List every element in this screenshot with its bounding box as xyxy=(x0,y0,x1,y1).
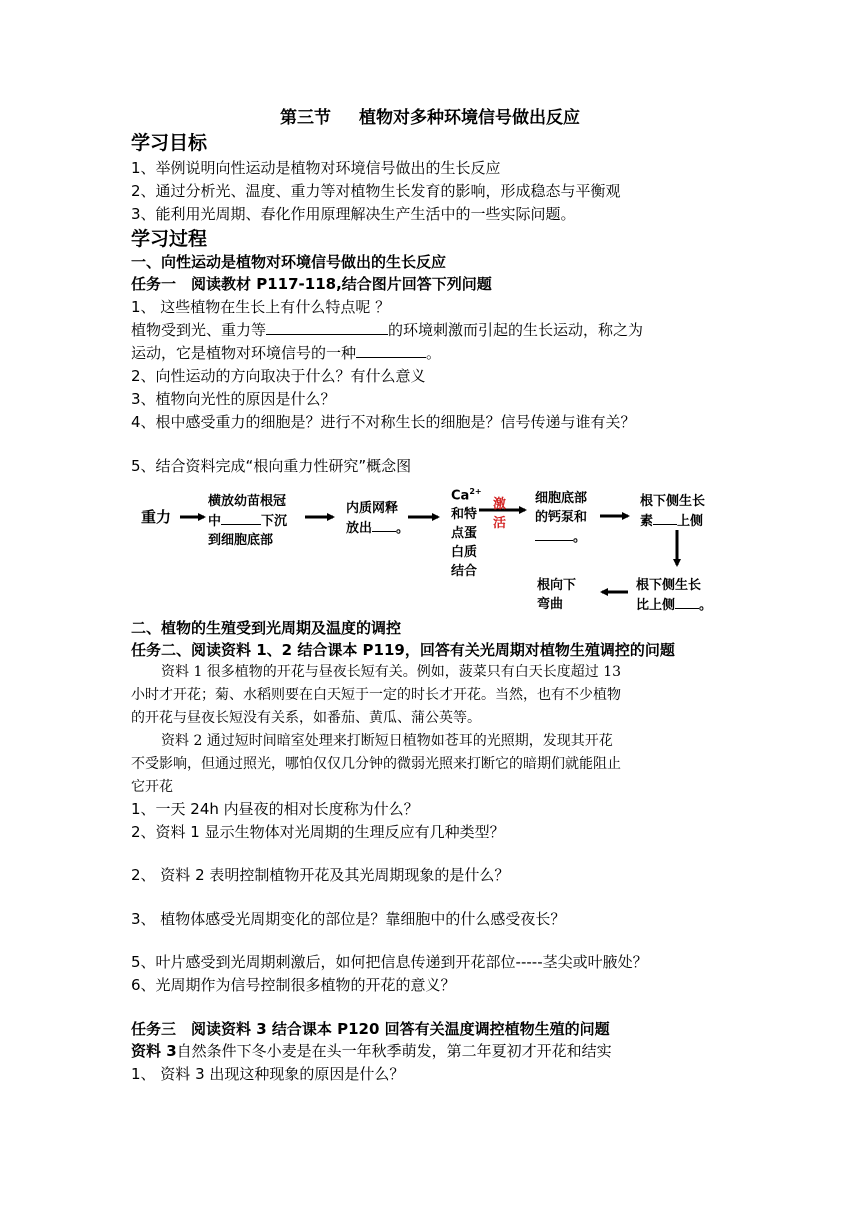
section2-heading: 二、植物的生殖受到光周期及温度的调控 xyxy=(131,619,402,637)
node-text: 的钙泵和 xyxy=(535,510,588,525)
node-text: 根向下 xyxy=(537,578,577,593)
question: 2、 资料 2 表明控制植物开花及其光周期现象的是什么？ xyxy=(131,866,510,884)
goal-item: 2、通过分析光、温度、重力等对植物生长发育的影响，形成稳态与平衡观 xyxy=(131,182,621,200)
answer-blank[interactable] xyxy=(653,511,677,525)
question: 1、一天 24h 内昼夜的相对长度称为什么？ xyxy=(131,800,419,818)
fill-text: 。 xyxy=(426,344,442,362)
node-er xyxy=(346,499,409,538)
section1-heading: 一、向性运动是植物对环境信号做出的生长反应 xyxy=(131,253,447,271)
section-title: 植物对多种环境信号做出反应 xyxy=(359,108,580,128)
fill-text: 运动，它是植物对环境信号的一种 xyxy=(131,344,357,362)
goals-heading: 学习目标 xyxy=(131,132,208,154)
material-line xyxy=(131,1040,612,1062)
node-text: 中 xyxy=(208,514,222,529)
node-calcium-pump xyxy=(535,489,587,547)
answer-blank[interactable] xyxy=(535,527,573,541)
question: 5、叶片感受到光周期刺激后，如何把信息传递到开花部位-----茎尖或叶腋处？ xyxy=(131,953,648,971)
node-text: 上侧 xyxy=(677,514,704,529)
node-text: 激 xyxy=(493,497,507,512)
node-statolith xyxy=(208,492,287,550)
node-text: 比上侧 xyxy=(636,598,676,613)
node-text: 根下侧生长 xyxy=(636,578,702,593)
material-line: 不受影响，但通过照光，哪怕仅仅几分钟的微弱光照来打断它的暗期们就能阻止 xyxy=(131,756,621,772)
answer-blank[interactable] xyxy=(221,511,261,525)
answer-blank[interactable] xyxy=(675,595,699,609)
fill-text: 的环境刺激而引起的生长运动，称之为 xyxy=(388,321,644,339)
question: 6、光周期作为信号控制很多植物的开花的意义？ xyxy=(131,976,456,994)
node-calcium xyxy=(451,482,482,581)
fill-text: 植物受到光、重力等 xyxy=(131,321,267,339)
node-text: 弯曲 xyxy=(537,597,564,612)
node-auxin-level xyxy=(640,492,705,531)
material-line: 小时才开花；菊、水稻则要在白天短于一定的时长才开花。当然，也有不少植物 xyxy=(131,687,621,703)
question: 1、 资料 3 出现这种现象的原因是什么？ xyxy=(131,1065,405,1083)
node-text: 横放幼苗根冠 xyxy=(208,494,287,509)
label-activate xyxy=(493,495,506,533)
node-text: 活 xyxy=(493,516,507,531)
node-text: 。 xyxy=(699,598,713,613)
material-line: 资料 1 很多植物的开花与昼夜长短有关。例如，菠菜只有白天长度超过 13 xyxy=(161,664,622,680)
process-heading: 学习过程 xyxy=(131,228,208,250)
node-text: 白质 xyxy=(451,545,478,561)
node-text: 细胞底部 xyxy=(535,491,588,506)
question: 4、根中感受重力的细胞是？进行不对称生长的细胞是？信号传递与谁有关？ xyxy=(131,413,636,431)
goal-item: 1、举例说明向性运动是植物对环境信号做出的生长反应 xyxy=(131,159,501,177)
node-text: 结合 xyxy=(451,564,478,580)
question: 2、资料 1 显示生物体对光周期的生理反应有几种类型？ xyxy=(131,823,505,841)
task1-heading: 任务一 阅读教材 P117-118,结合图片回答下列问题 xyxy=(131,275,492,293)
goal-item: 3、能利用光周期、春化作用原理解决生产生活中的一些实际问题。 xyxy=(131,205,576,223)
node-text: 和特 xyxy=(451,507,478,523)
question: 1、 这些植物在生长上有什么特点呢 ？ xyxy=(131,298,391,316)
question: 2、向性运动的方向取决于什么？有什么意义 xyxy=(131,367,426,385)
answer-blank[interactable] xyxy=(372,518,396,532)
material-label: 资料 3 xyxy=(131,1042,177,1060)
question: 3、植物向光性的原因是什么？ xyxy=(131,390,336,408)
node-text: 2+ xyxy=(469,487,482,496)
material-line: 的开花与昼夜长短没有关系，如番茄、黄瓜、蒲公英等。 xyxy=(131,710,481,726)
node-text: 到细胞底部 xyxy=(208,533,274,548)
material-line: 资料 2 通过短时间暗室处理来打断短日植物如苍耳的光照期，发现其开花 xyxy=(161,733,613,749)
node-growth-rate xyxy=(636,576,712,615)
node-root-bend xyxy=(537,576,576,614)
question: 5、结合资料完成“根向重力性研究”概念图 xyxy=(131,457,412,475)
node-text: 。 xyxy=(396,521,410,536)
section-number: 第三节 xyxy=(280,108,331,128)
node-text: 。 xyxy=(573,530,587,545)
node-text: 内质网释 xyxy=(346,501,399,516)
node-text: 下沉 xyxy=(261,514,288,529)
material-line: 它开花 xyxy=(131,779,173,795)
material-text: 自然条件下冬小麦是在头一年秋季萌发，第二年夏初才开花和结实 xyxy=(176,1042,612,1060)
node-gravity: 重力 xyxy=(141,508,172,526)
node-text: 素 xyxy=(640,514,654,529)
task3-heading: 任务三 阅读资料 3 结合课本 P120 回答有关温度调控植物生殖的问题 xyxy=(131,1020,610,1038)
node-text: 点蛋 xyxy=(451,526,478,542)
node-text: 根下侧生长 xyxy=(640,494,706,509)
node-text: 放出 xyxy=(346,521,373,536)
question: 3、 植物体感受光周期变化的部位是？靠细胞中的什么感受夜长？ xyxy=(131,910,566,928)
task2-heading: 任务二、阅读资料 1、2 结合课本 P119，回答有关光周期对植物生殖调控的问题 xyxy=(131,641,675,659)
node-text: Ca xyxy=(451,488,470,504)
